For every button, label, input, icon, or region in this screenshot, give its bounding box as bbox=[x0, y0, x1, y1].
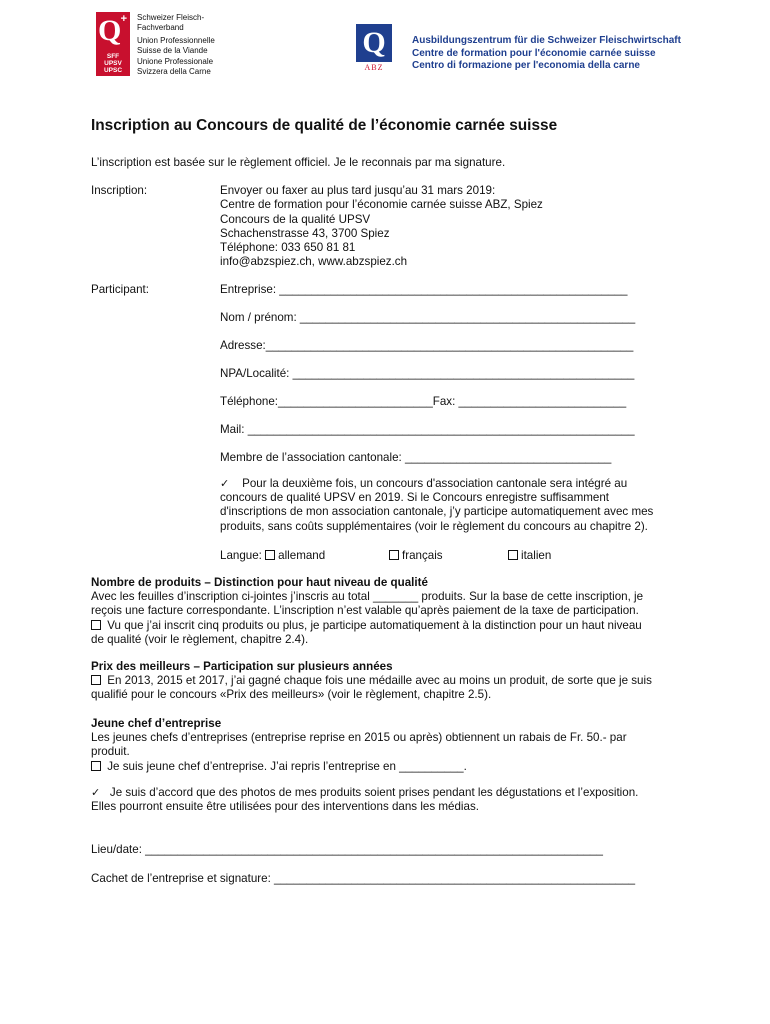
abz-logo bbox=[356, 24, 392, 74]
langue-italien-option bbox=[508, 549, 551, 562]
checkbox-prix-meilleurs[interactable] bbox=[91, 675, 101, 685]
page-title: Inscription au Concours de qualité de l’économie carnée suisse bbox=[91, 117, 558, 134]
langue-label: Langue: bbox=[220, 549, 262, 562]
langue-francais: français bbox=[402, 549, 443, 562]
participant-label: Participant: bbox=[91, 283, 149, 296]
upsv-logo bbox=[96, 12, 130, 76]
photos-consent: ✓ Je suis d’accord que des photos de mes produits soient prises pendant les dégustations et l’exposition. Elles pourront ensuite être utilisées pour des interventions dans les médias. bbox=[91, 786, 639, 814]
logo-abbreviations: SFF UPSV UPSC bbox=[103, 53, 123, 74]
intro-text: L’inscription est basée sur le règlement officiel. Je le reconnais par ma signature. bbox=[91, 156, 506, 169]
inscription-address: Envoyer ou faxer au plus tard jusqu’au 31 mars 2019: Centre de formation pour l’économie carnée suisse ABZ, Spiez Concours de la qualité UPSV Schachenstrasse 43, 3700 Spiez Téléphone: 033 650 81 81 info@abzspiez.ch, www.abzspiez.ch bbox=[220, 184, 543, 269]
field-entreprise[interactable]: Entreprise: ______________________________________________________ bbox=[220, 283, 628, 296]
org-name-it: Unione Professionale Svizzera della Carne bbox=[137, 57, 214, 76]
field-mail[interactable]: Mail: ____________________________________________________________ bbox=[220, 423, 635, 436]
cantonal-competition-note: ✓ Pour la deuxième fois, un concours d'association cantonale sera intégré au concours de qualité UPSV en 2019. Si le Concours enregistre suffisamment d'inscriptions de mon association cantonale, j’y participe automatiquement avec mes produits, sans coûts supplémentaires (voir le règlement du concours au chapitre 2). bbox=[220, 477, 654, 533]
section-title: Jeune chef d’entreprise bbox=[91, 717, 222, 730]
checkbox-italien[interactable] bbox=[508, 550, 518, 560]
logo-letter: Q bbox=[98, 14, 122, 47]
checkbox-jeune-chef[interactable] bbox=[91, 761, 101, 771]
abz-logo-letter: Q bbox=[356, 24, 392, 62]
langue-allemand: allemand bbox=[278, 549, 326, 562]
inscription-label: Inscription: bbox=[91, 184, 148, 197]
section-prix-meilleurs: Prix des meilleurs – Participation sur plusieurs années En 2013, 2015 et 2017, j’ai gagné chaque fois une médaille avec au moins un produit, de sorte que je suis qualifié pour le concours «Prix des meilleurs» (voir le règlement, chapitre 2.5). bbox=[91, 660, 731, 703]
field-telephone-fax[interactable]: Téléphone:________________________Fax: __________________________ bbox=[220, 395, 627, 408]
field-nom-prenom[interactable]: Nom / prénom: ____________________________________________________ bbox=[220, 311, 636, 324]
training-centre-heading: Ausbildungszentrum für die Schweizer Fleischwirtschaft Centre de formation pour l'économie carnée suisse Centro di formazione per l'economia della carne bbox=[412, 35, 681, 71]
section-title: Prix des meilleurs – Participation sur plusieurs années bbox=[91, 660, 393, 673]
checkmark-icon: ✓ bbox=[220, 477, 230, 490]
section-nombre-produits: Nombre de produits – Distinction pour haut niveau de qualité Avec les feuilles d’inscription ci-jointes j’inscris au total _______ produits. Sur la base de cette inscription, je reçois une facture correspondante. L’inscription n’est valable qu’après paiement de la taxe de participation. Vu que j’ai inscrit cinq produits ou plus, je participe automatiquement à la distinction pour un haut niveau de qualité (voir le règlement, chapitre 2.4). bbox=[91, 576, 731, 647]
langue-francais-option bbox=[389, 549, 443, 562]
checkmark-icon: ✓ bbox=[91, 786, 101, 799]
field-adresse[interactable]: Adresse:_________________________________________________________ bbox=[220, 339, 634, 352]
field-association-cantonale[interactable]: Membre de l’association cantonale: ________________________________ bbox=[220, 451, 612, 464]
field-lieu-date[interactable]: Lieu/date: _______________________________________________________________________ bbox=[91, 843, 603, 856]
checkbox-distinction[interactable] bbox=[91, 620, 101, 630]
langue-row bbox=[220, 549, 325, 562]
abz-logo-caption: ABZ bbox=[364, 63, 384, 72]
checkbox-francais[interactable] bbox=[389, 550, 399, 560]
section-jeune-chef: Jeune chef d’entreprise Les jeunes chefs d’entreprises (entreprise reprise en 2015 ou après) obtiennent un rabais de Fr. 50.- par produit. Je suis jeune chef d’entreprise. J’ai repris l’entreprise en __________. bbox=[91, 717, 731, 774]
checkbox-allemand[interactable] bbox=[265, 550, 275, 560]
field-npa-localite[interactable]: NPA/Localité: _____________________________________________________ bbox=[220, 367, 635, 380]
plus-icon: + bbox=[120, 13, 127, 25]
section-title: Nombre de produits – Distinction pour haut niveau de qualité bbox=[91, 576, 428, 589]
org-name-de: Schweizer Fleisch- Fachverband bbox=[137, 13, 205, 32]
field-cachet-signature[interactable]: Cachet de l’entreprise et signature: ________________________________________________________ bbox=[91, 872, 636, 885]
langue-italien: italien bbox=[521, 549, 552, 562]
org-name-fr: Union Professionnelle Suisse de la Viande bbox=[137, 36, 215, 55]
